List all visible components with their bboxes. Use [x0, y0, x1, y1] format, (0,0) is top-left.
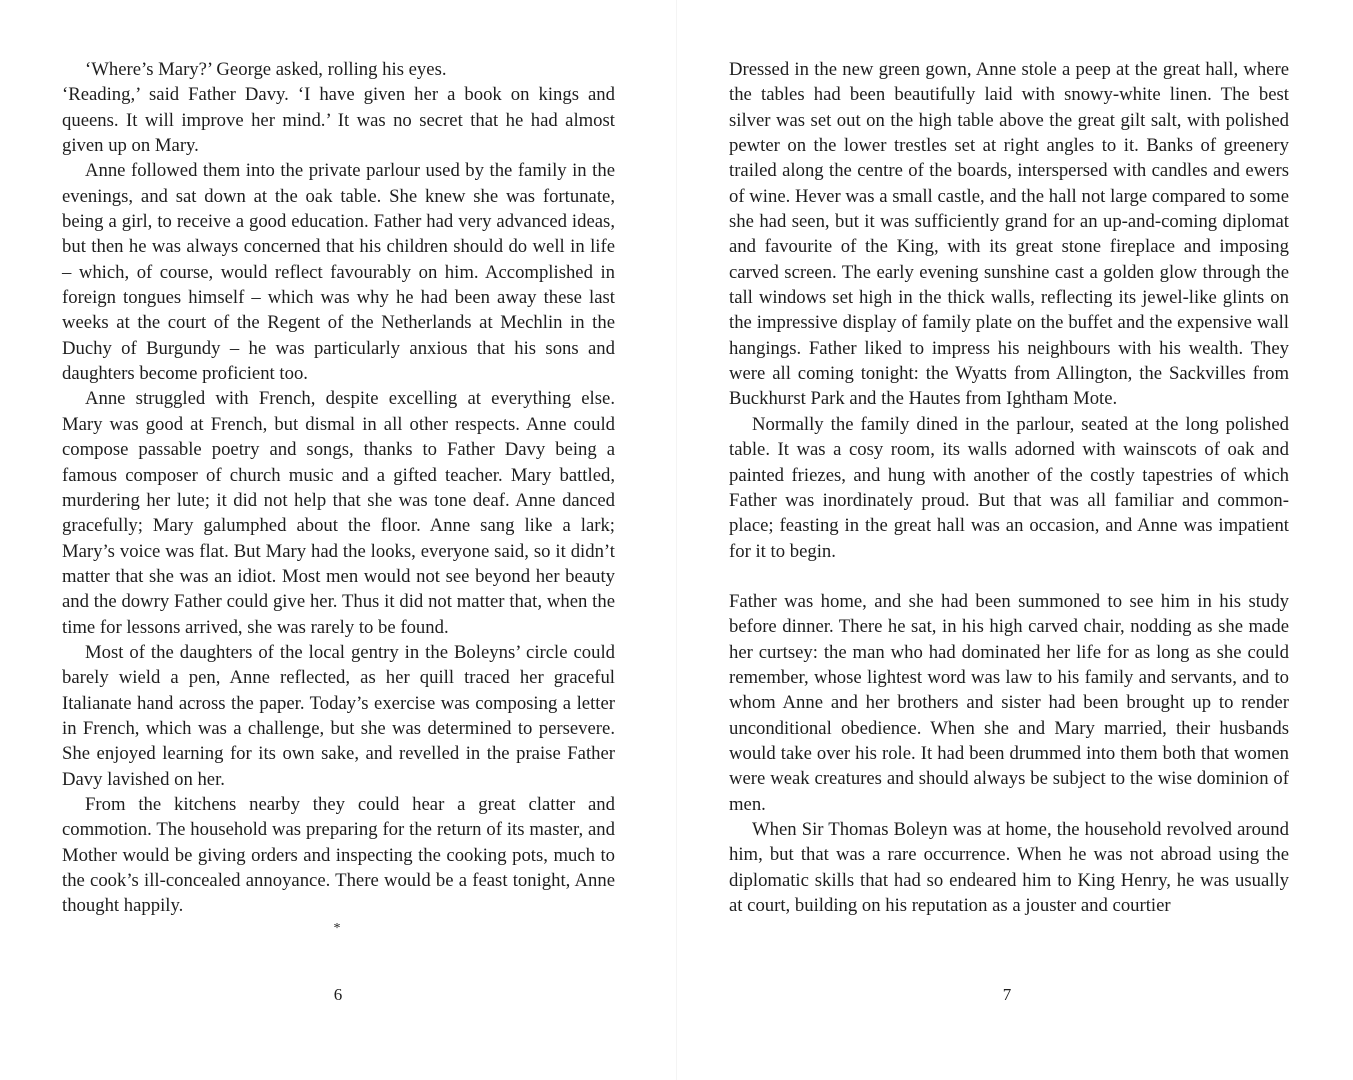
right-page [677, 0, 1353, 1080]
paragraph: Dressed in the new green gown, Anne stole a peep at the great hall, where the tables had been beautifully laid with snowy-white linen. The best silver was set out on the high table above the great gilt salt, with polished pewter on the lower trestles set at right angles to it. Banks of greenery trailed along the centre of the boards, interspersed with candles and ewers of wine. Hever was a small castle, and the hall not large compared to some she had seen, but it was sufficiently grand for an up-and-coming diplomat and favourite of the King, with its great stone fireplace and imposing carved screen. The early evening sunshine cast a golden glow through the tall windows set high in the thick walls, reflecting its jewel-like glints on the impressive display of family plate on the buffet and the expensive wall hangings. Father liked to impress his neighbours with his wealth. They were all coming tonight: the Wyatts from Allington, the Sackvilles from Buckhurst Park and the Hautes from Ightham Mote. [729, 59, 1289, 410]
page-number: 7 [1002, 985, 1012, 1004]
paragraph: From the kitchens nearby they could hear a great clatter and commotion. The household was preparing for the return of its master, and Mother would be giving orders and inspecting the cooking pots, much to the cook’s ill-concealed annoyance. There would be a feast tonight, Anne thought happily. [62, 793, 615, 917]
left-page-text [62, 57, 615, 919]
left-page [0, 0, 676, 1080]
scene-break: * [333, 921, 341, 936]
paragraph: Father was home, and she had been summoned to see him in his study before dinner. There he sat, in his high carved chair, nodding as she made her curtsey: the man who had dominated her life for as long as she could remember, whose lightest word was law to his family and servants, and to whom Anne and her brothers and sister had been brought up to render unconditional obedience. When she and Mary married, their husbands would take over his role. It had been drummed into them both that women were weak creatures and should always be subject to the wise dominion of men. [729, 590, 1289, 815]
paragraph: ‘Reading,’ said Father Davy. ‘I have given her a book on kings and queens. It will improve her mind.’ It was no secret that he had almost given up on Mary. [62, 84, 615, 157]
paragraph: Anne struggled with French, despite excelling at everything else. Mary was good at French, but dismal in all other respects. Anne could compose passable poetry and songs, thanks to Father Davy being a famous composer of church music and a gifted teacher. Mary battled, murdering her lute; it did not help that she was tone deaf. Anne danced gracefully; Mary galumphed about the floor. Anne sang like a lark; Mary’s voice was flat. But Mary had the looks, everyone said, so it didn’t matter that she was an idiot. Most men would not see beyond her beauty and the dowry Father could give her. Thus it did not matter that, when the time for lessons arrived, she was rarely to be found. [62, 388, 615, 638]
paragraph: ‘Where’s Mary?’ George asked, rolling his eyes. [85, 59, 447, 80]
paragraph: When Sir Thomas Boleyn was at home, the household revolved around him, but that was a rare occurrence. When he was not abroad using the diplomatic skills that had so endeared him to King Henry, he was usually at court, building on his reputation as a jouster and courtier [729, 818, 1289, 916]
paragraph: Anne followed them into the private parlour used by the family in the evenings, and sat down at the oak table. She knew she was fortunate, being a girl, to receive a good education. Father had very advanced ideas, but then he was always concerned that his children should do well in life – which, of course, would reflect favourably on him. Accomplished in foreign tongues himself – which was why he had been away these last weeks at the court of the Regent of the Netherlands at Mechlin in the Duchy of Burgundy – he was particularly anxious that his sons and daughters become proficient too. [62, 160, 615, 385]
paragraph: Most of the daughters of the local gentry in the Boleyns’ circle could barely wield a pen, Anne reflected, as her quill traced her graceful Italianate hand across the paper. Today’s exercise was composing a letter in French, which was a challenge, but she was determined to persevere. She enjoyed learning for its own sake, and revelled in the praise Father Davy lavished on her. [62, 641, 615, 790]
right-page-text [729, 57, 1289, 918]
paragraph: Normally the family dined in the parlour, seated at the long polished table. It was a cosy room, its walls adorned with wainscots of oak and painted friezes, and hung with another of the costly tapestries of which Father was inordinately proud. But that was all familiar and common-place; feasting in the great hall was an occasion, and Anne was impatient for it to begin. [729, 413, 1289, 562]
page-number: 6 [333, 985, 343, 1004]
